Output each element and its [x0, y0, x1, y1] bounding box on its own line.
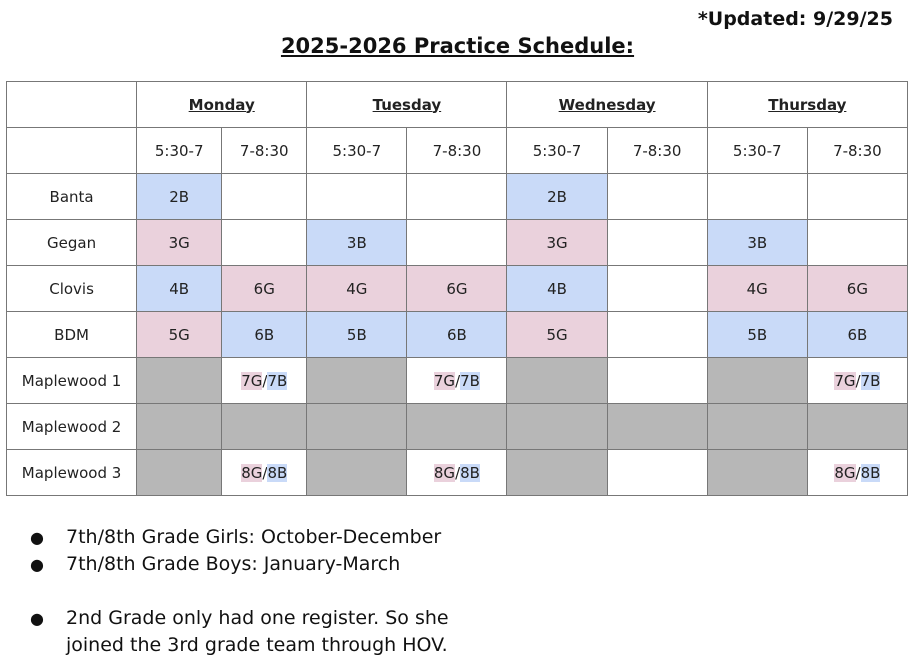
separator: /	[855, 371, 861, 390]
schedule-cell: 5G	[137, 312, 222, 358]
schedule-cell: 2B	[137, 174, 222, 220]
note-text: 7th/8th Grade Girls: October-December	[66, 526, 442, 548]
schedule-cell	[407, 358, 507, 404]
table-row	[7, 358, 908, 404]
table-row	[7, 450, 908, 496]
separator: /	[855, 463, 861, 482]
girls-team-label: 8G	[241, 463, 263, 482]
day-header-wednesday: Wednesday	[507, 82, 707, 128]
schedule-cell	[507, 450, 607, 496]
schedule-cell: 3B	[707, 220, 807, 266]
notes-list	[30, 524, 449, 659]
schedule-cell	[222, 174, 307, 220]
schedule-cell	[607, 266, 707, 312]
boys-team-label: 7B	[267, 371, 288, 390]
boys-team-label: 8B	[267, 463, 288, 482]
location-label: BDM	[7, 312, 137, 358]
time-slot: 7-8:30	[607, 128, 707, 174]
schedule-cell: 6B	[807, 312, 907, 358]
list-item	[30, 524, 449, 551]
separator: /	[262, 371, 268, 390]
list-item	[30, 605, 449, 659]
bullet-icon: ●	[30, 555, 44, 574]
schedule-cell	[707, 358, 807, 404]
table-row	[7, 266, 908, 312]
schedule-cell	[307, 404, 407, 450]
location-label: Maplewood 1	[7, 358, 137, 404]
schedule-cell	[137, 404, 222, 450]
list-item	[30, 551, 449, 578]
boys-team-label: 8B	[860, 463, 881, 482]
boys-team-label: 7B	[860, 371, 881, 390]
schedule-cell	[407, 220, 507, 266]
schedule-cell	[407, 174, 507, 220]
note-text: 7th/8th Grade Boys: January-March	[66, 553, 401, 575]
schedule-cell: 3G	[507, 220, 607, 266]
schedule-cell	[707, 450, 807, 496]
page-title: 2025-2026 Practice Schedule:	[280, 34, 635, 58]
bullet-icon: ●	[30, 528, 44, 547]
corner-cell	[7, 82, 137, 128]
schedule-cell	[607, 404, 707, 450]
schedule-cell: 5B	[707, 312, 807, 358]
girls-team-label: 8G	[433, 463, 456, 482]
schedule-cell: 6B	[407, 312, 507, 358]
separator: /	[455, 371, 461, 390]
girls-team-label: 7G	[241, 371, 263, 390]
schedule-cell: 6G	[222, 266, 307, 312]
location-label: Maplewood 2	[7, 404, 137, 450]
schedule-cell	[137, 358, 222, 404]
schedule-cell: 6G	[807, 266, 907, 312]
schedule-cell: 4B	[137, 266, 222, 312]
schedule-cell	[407, 450, 507, 496]
note-text: 2nd Grade only had one register. So she	[66, 607, 449, 629]
location-label: Clovis	[7, 266, 137, 312]
table-row	[7, 220, 908, 266]
schedule-cell	[307, 450, 407, 496]
time-slot: 7-8:30	[807, 128, 907, 174]
schedule-cell: 6G	[407, 266, 507, 312]
schedule-cell: 3G	[137, 220, 222, 266]
schedule-cell: 4B	[507, 266, 607, 312]
schedule-cell: 4G	[707, 266, 807, 312]
girls-team-label: 8G	[834, 463, 856, 482]
table-row	[7, 404, 908, 450]
time-slot: 5:30-7	[137, 128, 222, 174]
schedule-cell: 4G	[307, 266, 407, 312]
boys-team-label: 7B	[460, 371, 480, 390]
table-row	[7, 174, 908, 220]
table-row	[7, 312, 908, 358]
time-slot: 5:30-7	[707, 128, 807, 174]
time-slot: 7-8:30	[407, 128, 507, 174]
schedule-cell	[222, 220, 307, 266]
schedule-cell	[507, 404, 607, 450]
schedule-cell	[707, 174, 807, 220]
schedule-cell	[807, 404, 907, 450]
boys-team-label: 8B	[460, 463, 480, 482]
schedule-cell	[307, 174, 407, 220]
day-header-monday: Monday	[137, 82, 307, 128]
schedule-cell	[607, 220, 707, 266]
schedule-cell	[507, 358, 607, 404]
schedule-cell: 5B	[307, 312, 407, 358]
schedule-cell	[307, 358, 407, 404]
girls-team-label: 7G	[834, 371, 856, 390]
separator: /	[455, 463, 461, 482]
separator: /	[262, 463, 268, 482]
time-slot: 5:30-7	[507, 128, 607, 174]
practice-schedule-table	[6, 81, 908, 496]
location-label: Maplewood 3	[7, 450, 137, 496]
schedule-cell: 6B	[222, 312, 307, 358]
girls-team-label: 7G	[433, 371, 456, 390]
location-label: Gegan	[7, 220, 137, 266]
day-header-tuesday: Tuesday	[307, 82, 507, 128]
note-text: joined the 3rd grade team through HOV.	[66, 634, 448, 656]
time-slot: 7-8:30	[222, 128, 307, 174]
schedule-cell	[807, 220, 907, 266]
corner-cell	[7, 128, 137, 174]
schedule-cell	[807, 174, 907, 220]
updated-date: *Updated: 9/29/25	[697, 8, 893, 30]
bullet-icon: ●	[30, 609, 44, 628]
time-slot-row	[7, 128, 908, 174]
schedule-cell	[807, 358, 907, 404]
schedule-cell	[607, 174, 707, 220]
schedule-cell: 3B	[307, 220, 407, 266]
location-label: Banta	[7, 174, 137, 220]
spacer	[30, 578, 449, 605]
day-header-row	[7, 82, 908, 128]
schedule-cell	[707, 404, 807, 450]
schedule-cell	[137, 450, 222, 496]
schedule-cell	[222, 358, 307, 404]
schedule-cell	[607, 358, 707, 404]
day-header-thursday: Thursday	[707, 82, 907, 128]
schedule-cell: 5G	[507, 312, 607, 358]
schedule-cell	[407, 404, 507, 450]
schedule-cell	[607, 450, 707, 496]
schedule-cell	[807, 450, 907, 496]
schedule-cell	[222, 404, 307, 450]
schedule-cell	[222, 450, 307, 496]
schedule-cell: 2B	[507, 174, 607, 220]
time-slot: 5:30-7	[307, 128, 407, 174]
schedule-cell	[607, 312, 707, 358]
